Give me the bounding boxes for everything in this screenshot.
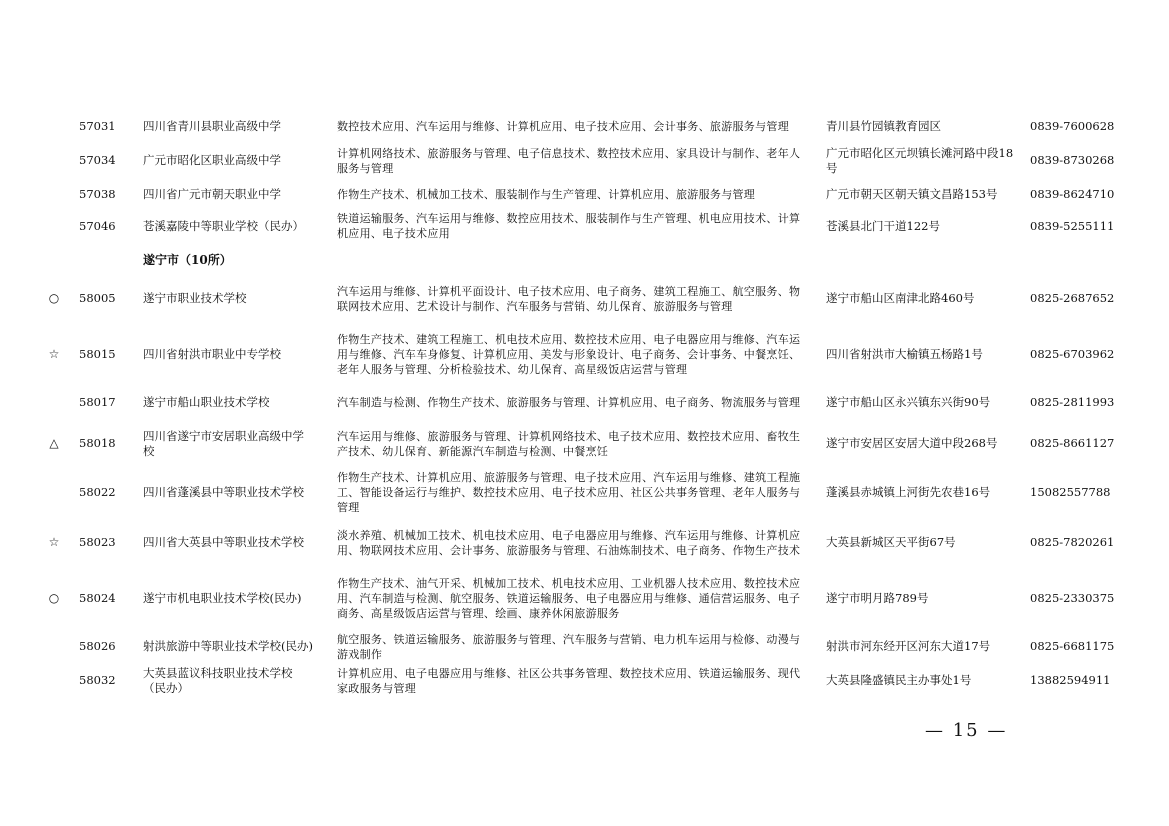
school-name: 射洪旅游中等职业技术学校(民办) bbox=[143, 639, 313, 653]
majors-list: 汽车运用与维修、旅游服务与管理、计算机网络技术、电子技术应用、数控技术应用、畜牧生产技术、幼儿保育、新能源汽车制造与检测、中餐烹饪 bbox=[337, 429, 801, 458]
majors-list: 航空服务、铁道运输服务、旅游服务与管理、汽车服务与营销、电力机车运用与检修、动漫与游戏制作 bbox=[337, 632, 801, 661]
school-code: 58022 bbox=[79, 485, 116, 499]
school-address: 射洪市河东经开区河东大道17号 bbox=[826, 639, 991, 653]
school-code: 57038 bbox=[79, 186, 116, 201]
school-code: 58005 bbox=[79, 291, 116, 305]
school-phone: 0839-7600628 bbox=[1030, 119, 1115, 133]
school-phone: 0825-2687652 bbox=[1030, 291, 1115, 305]
school-mark bbox=[46, 386, 62, 419]
school-address: 广元市朝天区朝天镇文昌路153号 bbox=[826, 186, 998, 201]
majors-list: 作物生产技术、油气开采、机械加工技术、机电技术应用、工业机器人技术应用、数控技术应用、汽车制造与检测、航空服务、铁道运输服务、电子电器应用与维修、通信营运服务、电子商务、高星级饭店运营与管理、绘画、康养休闲旅游服务 bbox=[337, 577, 801, 620]
school-phone: 0825-8661127 bbox=[1030, 436, 1115, 450]
table-row bbox=[0, 282, 1169, 315]
school-phone: 0839-8624710 bbox=[1030, 186, 1115, 201]
majors-list: 计算机网络技术、旅游服务与管理、电子信息技术、数控技术应用、家具设计与制作、老年人服务与管理 bbox=[337, 146, 801, 175]
majors-list: 数控技术应用、汽车运用与维修、计算机应用、电子技术应用、会计事务、旅游服务与管理 bbox=[337, 120, 789, 133]
majors-list: 作物生产技术、建筑工程施工、机电技术应用、数控技术应用、电子电器应用与维修、汽车运用与维修、汽车车身修复、计算机应用、美发与形象设计、电子商务、会计事务、中餐烹饪、老年人服务与管理、分析检验技术、幼儿保育、高星级饭店运营与管理 bbox=[337, 333, 801, 376]
school-phone: 13882594911 bbox=[1030, 673, 1111, 687]
school-phone: 0825-2330375 bbox=[1030, 591, 1115, 605]
school-phone: 0839-8730268 bbox=[1030, 153, 1115, 167]
table-row bbox=[0, 184, 1169, 204]
school-mark: △ bbox=[49, 436, 59, 450]
school-address: 苍溪县北门干道122号 bbox=[826, 218, 940, 233]
table-row bbox=[0, 518, 1169, 567]
school-address: 遂宁市船山区永兴镇东兴街90号 bbox=[826, 395, 991, 409]
school-address: 遂宁市安居区安居大道中段268号 bbox=[826, 436, 998, 450]
school-name: 四川省遂宁市安居职业高级中学校 bbox=[143, 428, 304, 458]
school-name: 苍溪嘉陵中等职业学校（民办） bbox=[143, 218, 304, 233]
school-address: 青川县竹园镇教育园区 bbox=[826, 119, 941, 133]
school-code: 58024 bbox=[79, 591, 116, 605]
school-mark: ○ bbox=[48, 291, 60, 305]
school-code: 58018 bbox=[79, 436, 116, 450]
school-name: 大英县蓝议科技职业技术学校（民办） bbox=[143, 665, 293, 695]
majors-list: 铁道运输服务、汽车运用与维修、数控应用技术、服装制作与生产管理、机电应用技术、计算机应用、电子技术应用 bbox=[337, 212, 801, 240]
school-code: 57046 bbox=[79, 218, 116, 233]
majors-list: 汽车制造与检测、作物生产技术、旅游服务与管理、计算机应用、电子商务、物流服务与管理 bbox=[337, 396, 801, 409]
table-row bbox=[0, 574, 1169, 623]
school-mark: ☆ bbox=[48, 535, 60, 549]
table-row bbox=[0, 664, 1169, 697]
table-row bbox=[0, 209, 1169, 243]
school-name: 遂宁市机电职业技术学校(民办) bbox=[143, 591, 302, 605]
school-phone: 0839-5255111 bbox=[1030, 218, 1115, 233]
school-address: 大英县新城区天平街67号 bbox=[826, 535, 956, 549]
school-mark bbox=[46, 468, 62, 517]
school-address: 广元市昭化区元坝镇长滩河路中段18号 bbox=[826, 145, 1014, 175]
school-address: 大英县隆盛镇民主办事处1号 bbox=[826, 673, 972, 687]
school-phone: 0825-7820261 bbox=[1030, 535, 1115, 549]
school-name: 四川省蓬溪县中等职业技术学校 bbox=[143, 485, 304, 499]
school-name: 四川省青川县职业高级中学 bbox=[143, 119, 281, 133]
school-address: 遂宁市船山区南津北路460号 bbox=[826, 291, 975, 305]
majors-list: 作物生产技术、机械加工技术、服装制作与生产管理、计算机应用、旅游服务与管理 bbox=[337, 187, 756, 201]
table-row bbox=[0, 144, 1169, 177]
table-row bbox=[0, 427, 1169, 460]
school-phone: 0825-6703962 bbox=[1030, 347, 1115, 361]
school-name: 四川省射洪市职业中专学校 bbox=[143, 347, 281, 361]
school-code: 58015 bbox=[79, 347, 116, 361]
school-mark bbox=[46, 664, 62, 697]
school-name: 四川省广元市朝天职业中学 bbox=[143, 186, 281, 201]
table-row bbox=[0, 386, 1169, 419]
school-mark: ○ bbox=[48, 591, 60, 605]
school-name: 遂宁市船山职业技术学校 bbox=[143, 395, 270, 409]
school-code: 58023 bbox=[79, 535, 116, 549]
school-name: 遂宁市职业技术学校 bbox=[143, 291, 247, 305]
school-code: 57031 bbox=[79, 119, 116, 133]
school-phone: 15082557788 bbox=[1030, 485, 1111, 499]
school-phone: 0825-2811993 bbox=[1030, 395, 1115, 409]
school-address: 四川省射洪市大榆镇五杨路1号 bbox=[826, 347, 983, 361]
school-code: 58017 bbox=[79, 395, 116, 409]
majors-list: 淡水养殖、机械加工技术、机电技术应用、电子电器应用与维修、汽车运用与维修、计算机应用、物联网技术应用、会计事务、旅游服务与管理、石油炼制技术、电子商务、作物生产技术 bbox=[337, 528, 801, 557]
page-number: — 15 — bbox=[925, 720, 1008, 741]
majors-list: 汽车运用与维修、计算机平面设计、电子技术应用、电子商务、建筑工程施工、航空服务、物联网技术应用、艺术设计与制作、汽车服务与营销、幼儿保育、旅游服务与管理 bbox=[337, 284, 801, 313]
school-mark bbox=[46, 630, 62, 663]
school-address: 遂宁市明月路789号 bbox=[826, 591, 929, 605]
table-row bbox=[0, 110, 1169, 143]
section-heading: 遂宁市（10所） bbox=[143, 253, 232, 267]
table-row bbox=[0, 330, 1169, 379]
school-code: 58026 bbox=[79, 639, 116, 653]
school-code: 57034 bbox=[79, 153, 116, 167]
school-address: 蓬溪县赤城镇上河街先农巷16号 bbox=[826, 485, 991, 499]
school-name: 广元市昭化区职业高级中学 bbox=[143, 153, 281, 167]
table-row bbox=[0, 468, 1169, 517]
majors-list: 计算机应用、电子电器应用与维修、社区公共事务管理、数控技术应用、铁道运输服务、现代家政服务与管理 bbox=[337, 666, 801, 695]
school-name: 四川省大英县中等职业技术学校 bbox=[143, 535, 304, 549]
school-phone: 0825-6681175 bbox=[1030, 639, 1115, 653]
school-mark: ☆ bbox=[48, 347, 60, 361]
school-code: 58032 bbox=[79, 673, 116, 687]
majors-list: 作物生产技术、计算机应用、旅游服务与管理、电子技术应用、汽车运用与维修、建筑工程施工、智能设备运行与维护、数控技术应用、电子技术应用、社区公共事务管理、老年人服务与管理 bbox=[337, 471, 801, 514]
table-row bbox=[0, 630, 1169, 663]
